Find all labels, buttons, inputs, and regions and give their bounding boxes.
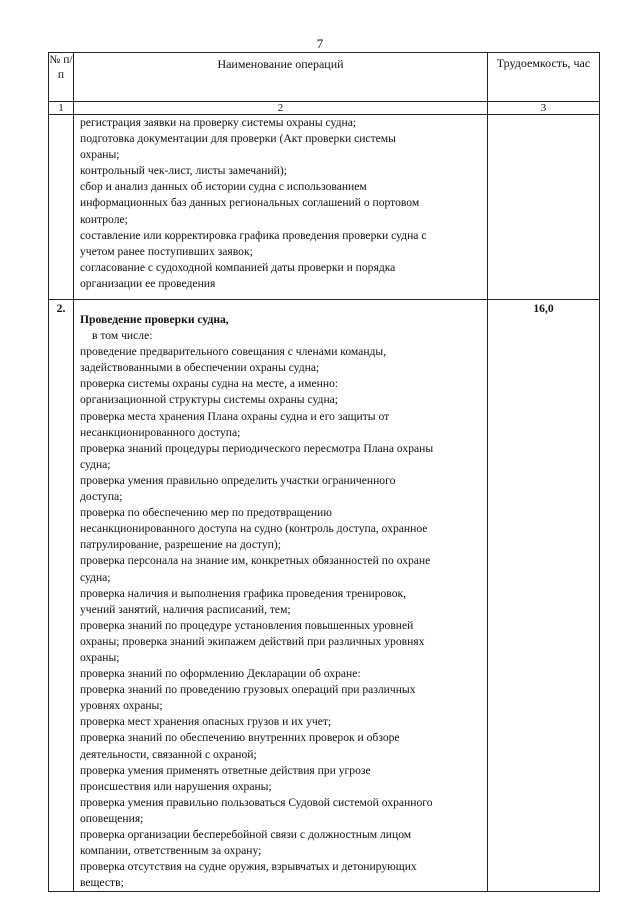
operation-line: проверка организации бесперебойной связи с должностным лицом (80, 828, 412, 841)
operation-line: регистрация заявки на проверку системы охраны судна; (80, 116, 357, 129)
operation-line: уровнях охраны; (80, 699, 163, 713)
operation-line: судна; (80, 457, 111, 471)
operation-line: в том числе: (92, 329, 153, 343)
operation-line: проверка знаний по проведению грузовых операций при различных (80, 683, 416, 697)
operation-line: задействованными в обеспечении охраны судна; (80, 361, 320, 375)
operation-line: контроле; (80, 212, 128, 226)
operation-line: проверка знаний по обеспечению внутренних проверок и обзоре (80, 731, 400, 745)
operation-line: происшествия или нарушения охраны; (80, 779, 272, 793)
operation-lines (80, 115, 483, 292)
operation-line: организационной структуры системы охраны судна; (80, 393, 339, 407)
operation-line: проверка знаний процедуры периодического пересмотра Плана охраны (80, 441, 434, 455)
operation-line: организации ее проведения (80, 276, 216, 290)
operation-line: проверка умения правильно определить участки ограниченного (80, 473, 396, 487)
operation-line: контрольный чек-лист, листы замечаний); (80, 164, 287, 178)
row-number: 2. (49, 300, 74, 892)
operation-line: проверка системы охраны судна на месте, а именно: (80, 377, 339, 391)
operation-line: деятельности, связанной с охраной; (80, 747, 257, 761)
operation-line: оповещения; (80, 811, 144, 825)
operation-line: проверка отсутствия на судне оружия, взрывчатых и детонирующих (80, 860, 417, 874)
page-number: 7 (316, 36, 324, 51)
operation-title: Проведение проверки судна, (80, 313, 229, 326)
labor-value: 16,0 (488, 300, 600, 892)
column-index-1: 1 (49, 102, 74, 115)
column-index-row (49, 102, 600, 115)
row-number (49, 115, 74, 300)
column-index-2: 2 (74, 102, 488, 115)
table-header-row (49, 53, 600, 102)
operation-line: проверка знаний по оформлению Декларации об охране: (80, 667, 361, 681)
operations-table (48, 52, 600, 892)
operation-line: проведение предварительного совещания с членами команды, (80, 345, 387, 359)
operation-line: учетом ранее поступивших заявок; (80, 244, 253, 258)
operation-line: проверка умения правильно пользоваться Судовой системой охранного (80, 795, 433, 809)
operation-line: информационных баз данных региональных соглашений о портовом (80, 196, 420, 210)
table-row (49, 115, 600, 300)
operation-line: патрулирование, разрешение на доступ); (80, 538, 281, 552)
operation-line: проверка знаний по процедуре установления повышенных уровней (80, 618, 414, 632)
operation-description (74, 300, 488, 892)
operation-line: проверка места хранения Плана охраны судна и его защиты от (80, 409, 390, 423)
operation-description (74, 115, 488, 300)
operation-line: согласование с судоходной компанией даты проверки и порядка (80, 260, 396, 274)
column-index-3: 3 (488, 102, 600, 115)
operation-line: охраны; (80, 148, 120, 162)
operation-line: компании, ответственным за охрану; (80, 844, 262, 858)
header-operation-name: Наименование операций (74, 53, 488, 102)
operation-line: проверка по обеспечению мер по предотвращению (80, 506, 332, 520)
operation-line: доступа; (80, 490, 123, 504)
operation-line: подготовка документации для проверки (Акт проверки системы (80, 132, 396, 146)
operation-line: несанкционированного доступа; (80, 425, 241, 439)
operation-line: несанкционированного доступа на судно (контроль доступа, охранное (80, 522, 428, 536)
operation-line: судна; (80, 570, 111, 584)
operation-line: учений занятий, наличия расписаний, тем; (80, 602, 291, 616)
header-number: № п/п (49, 53, 74, 102)
operation-line: составление или корректировка графика проведения проверки судна с (80, 228, 427, 242)
operation-line: охраны; проверка знаний экипажем действий при различных уровнях (80, 634, 425, 648)
operation-line: сбор и анализ данных об истории судна с использованием (80, 180, 367, 194)
labor-value (488, 115, 600, 300)
operation-line: проверка мест хранения опасных грузов и их учет; (80, 715, 332, 729)
table-row (49, 300, 600, 892)
operation-line: веществ; (80, 876, 124, 890)
operation-line: проверка умения применять ответные действия при угрозе (80, 763, 371, 777)
operation-line: проверка наличия и выполнения графика проведения тренировок, (80, 586, 407, 600)
operation-lines (80, 328, 483, 891)
operation-line: охраны; (80, 650, 120, 664)
header-labor-hours: Трудоемкость, час (488, 53, 600, 102)
operation-line: проверка персонала на знание им, конкретных обязанностей по охране (80, 554, 431, 568)
